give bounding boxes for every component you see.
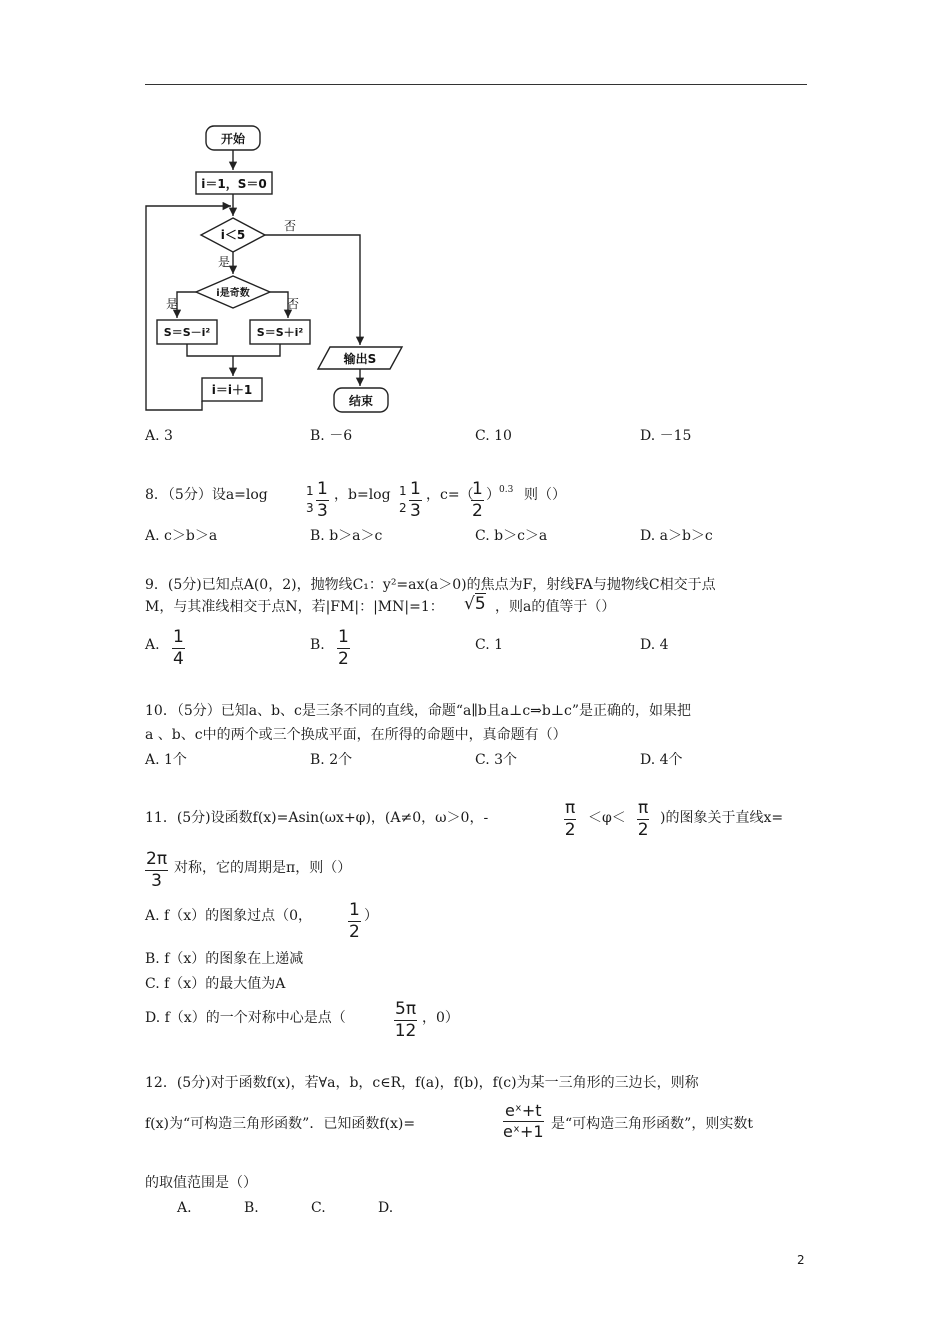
- q12-line3: 的取值范围是（）: [145, 1175, 257, 1191]
- q11-option-a-text: A. f（x）的图象过点（0，: [145, 908, 312, 924]
- q8-option-b: B. b＞a＞c: [310, 528, 383, 544]
- q8-option-d: D. a＞b＞c: [640, 528, 713, 544]
- flow-init-label: i＝1，S＝0: [201, 177, 267, 191]
- q12-line1: 12．(5分)对于函数f(x)，若∀a，b，c∈R，f(a)，f(b)，f(c)为某一三角形的三边长，则称: [145, 1075, 699, 1091]
- q10-option-d: D. 4个: [640, 752, 683, 768]
- q9-line2a: M，与其准线相交于点N，若|FM|：|MN|=1：: [145, 599, 444, 615]
- q7-option-d: D. －15: [640, 428, 692, 444]
- q8-option-c: C. b＞c＞a: [475, 528, 548, 544]
- q11-option-d-text: D. f（x）的一个对称中心是点（: [145, 1010, 346, 1026]
- q8-a-base-top: 1: [306, 484, 314, 498]
- q9-option-b-fraction: $\frac{1}{2}$: [338, 627, 349, 669]
- q11-option-b: B. f（x）的图象在上递减: [145, 951, 304, 967]
- q10-option-b: B. 2个: [310, 752, 353, 768]
- flow-cond2-label: i是奇数: [216, 288, 250, 299]
- q11-option-a-close: ）: [364, 908, 378, 924]
- q11-option-a-fraction: $\frac{1}{2}$: [349, 900, 360, 942]
- flow-op-left-label: S＝S－i²: [163, 326, 211, 339]
- q8-c-lead: ，c=（: [426, 487, 474, 503]
- flow-yes2-label: 是: [165, 297, 179, 311]
- flow-start-label: 开始: [220, 132, 246, 146]
- q8-b-base-top: 1: [399, 484, 407, 498]
- flow-cond1-label: i＜5: [220, 228, 246, 242]
- q8-tail: 则（）: [524, 487, 566, 503]
- q8-b-base-bottom: 2: [399, 501, 407, 515]
- q8-c-exponent: 0.3: [499, 485, 514, 495]
- flow-op-right-label: S＝S＋i²: [256, 326, 304, 339]
- q11-fraction-pi-2-left: $\frac{\pi}{2}$: [564, 798, 576, 840]
- q12-line2a: f(x)为“可构造三角形函数”．已知函数f(x)=: [145, 1116, 416, 1132]
- page-number: 2: [797, 1253, 805, 1267]
- flow-yes1-label: 是: [217, 255, 231, 269]
- q8-lead: 8．（5分）设a=log: [145, 487, 268, 503]
- q12-option-b: B.: [244, 1200, 259, 1216]
- flowchart-diagram: [140, 118, 420, 418]
- q9-option-d: D. 4: [640, 637, 669, 653]
- q9-line2b: ，则a的值等于（）: [495, 599, 616, 615]
- q9-option-a-label: A.: [145, 637, 160, 653]
- q11-option-c: C. f（x）的最大值为A: [145, 976, 286, 992]
- q11-option-d-fraction: $\frac{5\pi}{12}$: [394, 999, 417, 1041]
- q9-option-a-fraction: $\frac{1}{4}$: [173, 627, 184, 669]
- q10-line1: 10．（5分）已知a、b、c是三条不同的直线，命题“a∥b且a⊥c⇒b⊥c”是正确的，如果把: [145, 703, 692, 719]
- q7-option-b: B. －6: [310, 428, 353, 444]
- q8-mid: ，b=log: [334, 487, 391, 503]
- flow-no1-label: 否: [283, 219, 297, 233]
- q8-c-close: ）: [486, 487, 500, 503]
- q9-line1: 9．(5分)已知点A(0，2)，抛物线C₁：y²=ax(a＞0)的焦点为F，射线FA与抛物线C相交于点: [145, 577, 716, 593]
- flow-end-label: 结束: [348, 394, 374, 408]
- q8-option-a: A. c＞b＞a: [145, 528, 218, 544]
- header-rule: [145, 84, 807, 85]
- flow-incr-label: i＝i＋1: [211, 383, 253, 397]
- q11-fraction-pi-2-right: $\frac{\pi}{2}$: [637, 798, 649, 840]
- q8-a-fraction: $\frac{1}{3}$: [317, 479, 328, 521]
- q9-option-c: C. 1: [475, 637, 504, 653]
- q10-line2: a 、b、c中的两个或三个换成平面，在所得的命题中，真命题有（）: [145, 727, 567, 743]
- q11-option-d-close: ，0）: [422, 1010, 459, 1026]
- q11-fraction-2pi-3: $\frac{2\pi}{3}$: [146, 849, 168, 891]
- q12-line2b: 是“可构造三角形函数”，则实数t: [551, 1116, 753, 1132]
- q10-option-a: A. 1个: [145, 752, 187, 768]
- flow-no2-label: 否: [286, 297, 300, 311]
- q11-line1a: 11．(5分)设函数f(x)=Asin(ωx+φ)，(A≠0，ω＞0，-: [145, 810, 489, 826]
- q9-sqrt: √5: [464, 594, 486, 614]
- q10-option-c: C. 3个: [475, 752, 518, 768]
- q12-option-a: A.: [177, 1200, 192, 1216]
- flow-output-label: 输出S: [343, 352, 377, 366]
- q12-function-fraction: $\frac{\text{eˣ+t}}{\text{eˣ+1}}$: [503, 1101, 544, 1141]
- q8-b-fraction: $\frac{1}{3}$: [410, 479, 421, 521]
- q9-option-b-label: B.: [310, 637, 325, 653]
- q11-line2: 对称，它的周期是π，则（）: [174, 860, 352, 876]
- q9-sqrt-radicand: 5: [474, 594, 486, 614]
- q11-line1b: )的图象关于直线x=: [660, 810, 784, 826]
- q11-mid: ＜φ＜: [588, 810, 626, 826]
- q12-option-d: D.: [378, 1200, 394, 1216]
- q7-option-a: A. 3: [145, 428, 173, 444]
- q12-option-c: C.: [311, 1200, 326, 1216]
- q8-c-fraction: $\frac{1}{2}$: [472, 479, 483, 521]
- q8-a-base-bottom: 3: [306, 501, 314, 515]
- q7-option-c: C. 10: [475, 428, 512, 444]
